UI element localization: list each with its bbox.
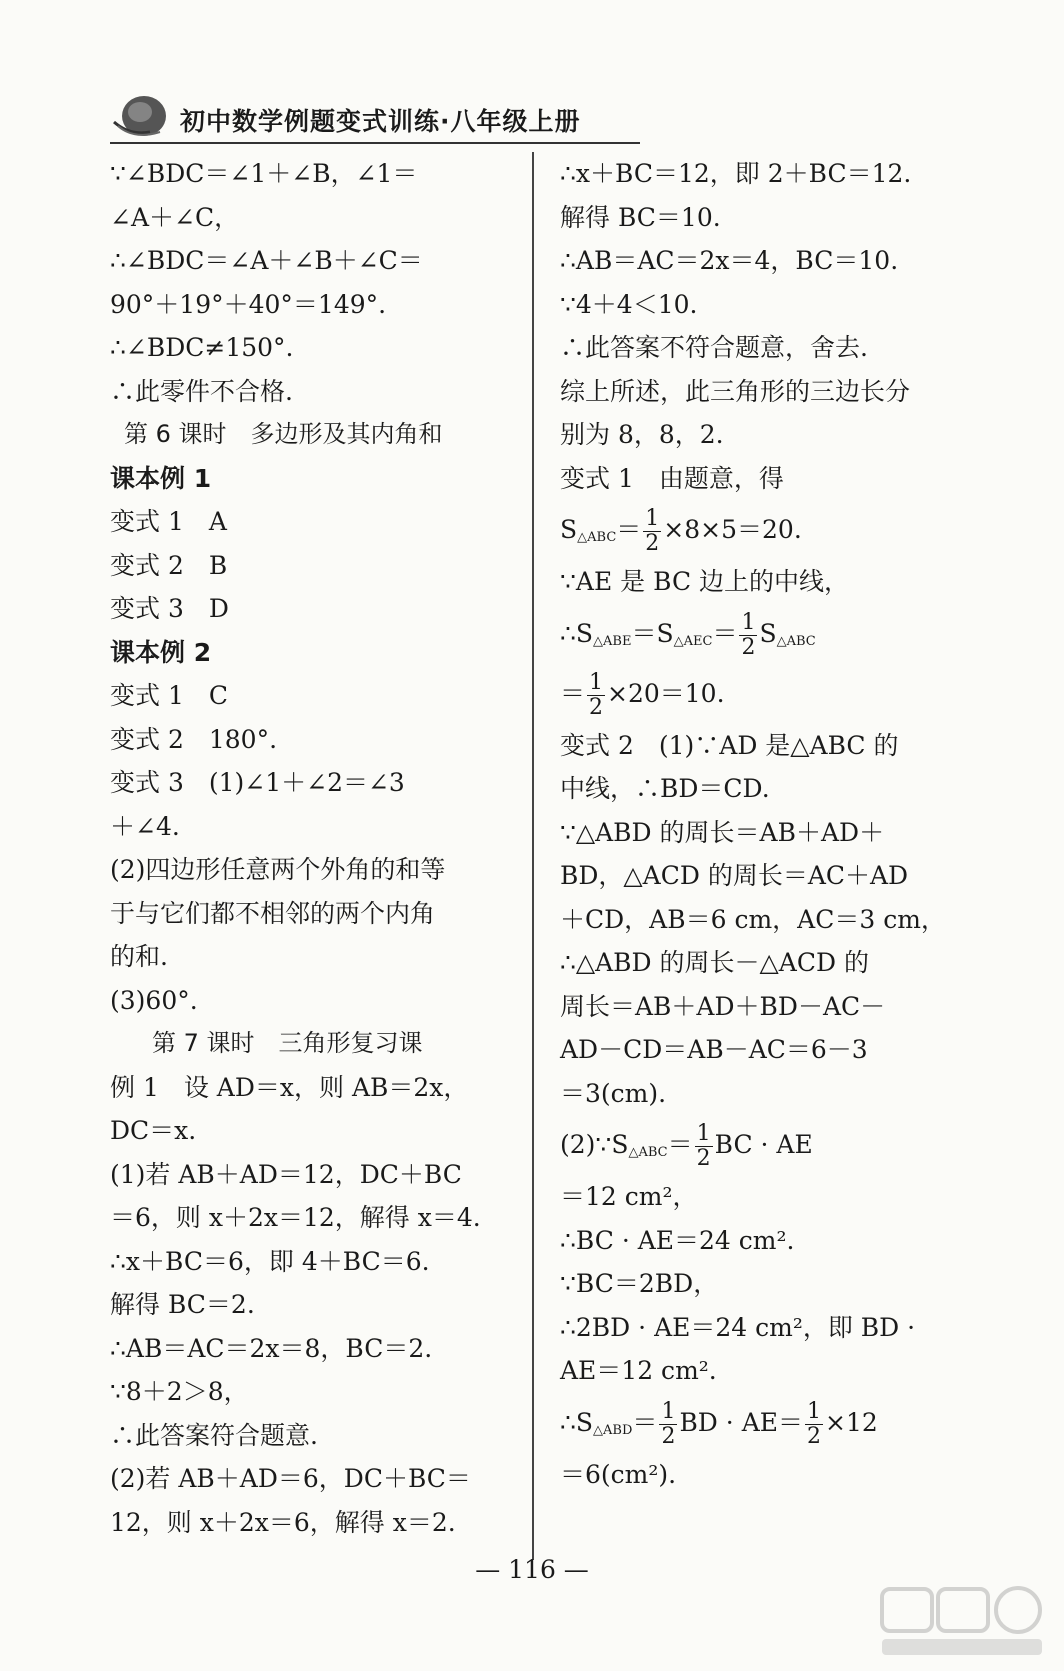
example-label: 课本例 1	[110, 463, 212, 493]
fraction-denominator: 2	[645, 531, 660, 556]
text-line: 90°＋19°＋40°＝149°.	[110, 289, 387, 319]
fraction-numerator: 1	[661, 1398, 676, 1424]
fraction	[805, 1400, 823, 1449]
formula-subscript: △AEC	[673, 633, 713, 649]
fraction	[695, 1122, 713, 1171]
fraction-numerator: 1	[589, 669, 604, 695]
fraction-denominator: 2	[661, 1423, 676, 1449]
fraction-denominator: 2	[741, 634, 756, 660]
text-line: ＋∠4.	[110, 811, 180, 841]
formula-text: ×12	[825, 1407, 878, 1437]
formula-text: ×20＝10.	[607, 678, 725, 708]
fraction-numerator: 1	[807, 1398, 821, 1424]
formula-text: ＝	[616, 515, 642, 544]
fraction-numerator: 1	[741, 609, 756, 635]
example-label: 课本例 2	[110, 637, 212, 667]
text-line: 中线，∴BD＝CD.	[560, 774, 770, 803]
text-line: ＝6(cm²).	[560, 1459, 677, 1489]
right-column	[560, 152, 972, 1496]
text-line: ∴此答案不符合题意，舍去.	[560, 333, 868, 362]
watermark-stamp-icon	[872, 1581, 1052, 1661]
section-heading: 第 6 课时 多边形及其内角和	[124, 420, 443, 448]
text-line: 周长＝AB＋AD＋BD－AC－	[560, 991, 886, 1021]
text-line: DC＝x.	[110, 1116, 197, 1145]
text-line: 例 1 设 AD＝x，则 AB＝2x，	[110, 1072, 469, 1102]
text-line: ∵4＋4＜10.	[560, 289, 698, 319]
text-line: ∴2BD · AE＝24 cm²，即 BD ·	[560, 1312, 916, 1342]
formula-text: BD · AE＝	[679, 1407, 803, 1437]
answer-line: 变式 2 (1)∵AD 是△ABC 的	[560, 730, 899, 760]
book-title: 初中数学例题变式训练·八年级上册	[180, 107, 581, 136]
text-line: (1)若 AB＋AD＝12，DC＋BC	[110, 1159, 462, 1189]
text-line: ∠A＋∠C，	[110, 202, 240, 232]
text-line: ＝3(cm).	[560, 1078, 667, 1108]
text-line: ∴△ABD 的周长－△ACD 的	[560, 948, 869, 977]
answer-line: 变式 1 A	[110, 507, 227, 536]
text-line: (2)若 AB＋AD＝6，DC＋BC＝	[110, 1464, 471, 1493]
text-line: 的和.	[110, 942, 168, 971]
globe-logo-icon	[110, 92, 172, 140]
text-line: ∴x＋BC＝12，即 2＋BC＝12.	[560, 159, 912, 188]
column-divider	[532, 152, 534, 1560]
text-line: ∴AB＝AC＝2x＝4，BC＝10.	[560, 246, 899, 275]
formula-subscript: △ABC	[628, 1145, 668, 1160]
text-line: ＝6，则 x＋2x＝12，解得 x＝4.	[110, 1203, 481, 1232]
area-formula	[560, 1393, 972, 1453]
formula-subscript: △ABC	[776, 633, 816, 649]
text-line: ＋CD，AB＝6 cm，AC＝3 cm，	[560, 904, 946, 934]
formula-text: ∴S	[560, 618, 594, 648]
formula-text: ＝S	[631, 618, 674, 648]
answer-line: 变式 2 B	[110, 550, 228, 580]
formula-text: ＝	[667, 1130, 693, 1159]
text-line: 于与它们都不相邻的两个内角	[110, 898, 436, 928]
text-line: BD，△ACD 的周长＝AC＋AD	[560, 861, 909, 890]
answer-line: 变式 1 C	[110, 681, 228, 710]
answer-line: 变式 3 D	[110, 594, 229, 623]
formula-subscript: △ABE	[593, 633, 632, 649]
fraction-denominator: 2	[696, 1146, 711, 1171]
formula-subscript: △ABC	[577, 530, 617, 545]
area-formula	[560, 500, 972, 560]
text-line: ∵∠BDC＝∠1＋∠B，∠1＝	[110, 159, 418, 188]
page-number: — 116 —	[475, 1555, 589, 1584]
formula-text: S	[759, 618, 777, 648]
formula-text: BC · AE	[714, 1130, 813, 1159]
area-formula	[560, 1115, 972, 1175]
formula-text: (2)∵S	[560, 1130, 629, 1159]
header-rule	[110, 142, 640, 144]
left-column	[110, 152, 522, 1544]
fraction-denominator: 2	[589, 694, 604, 720]
answer-line: 变式 2 180°.	[110, 724, 278, 754]
text-line: 解得 BC＝2.	[110, 1290, 255, 1319]
text-line: ∴BC · AE＝24 cm².	[560, 1225, 795, 1255]
formula-subscript: △ABD	[593, 1422, 633, 1438]
formula-text: S	[560, 515, 578, 544]
text-line: ∴∠BDC＝∠A＋∠B＋∠C＝	[110, 246, 423, 275]
formula-text: ∴S	[560, 1407, 594, 1437]
text-line: ＝12 cm²，	[560, 1182, 698, 1211]
text-line: ∴x＋BC＝6，即 4＋BC＝6.	[110, 1246, 430, 1276]
text-line: ∵8＋2＞8，	[110, 1377, 249, 1406]
formula-text: ×8×5＝20.	[663, 515, 802, 544]
text-line: ∴此答案符合题意.	[110, 1420, 318, 1450]
fraction-denominator: 2	[807, 1423, 821, 1449]
section-heading: 第 7 课时 三角形复习课	[152, 1029, 423, 1057]
formula-text: ＝	[712, 618, 738, 648]
fraction	[587, 671, 605, 720]
text-line: ∴∠BDC≠150°.	[110, 333, 294, 362]
area-formula	[560, 604, 972, 664]
page-header	[110, 92, 630, 146]
fraction	[659, 1400, 677, 1449]
answer-line: 变式 1 由题意，得	[560, 463, 784, 493]
text-line: ∵AE 是 BC 边上的中线，	[560, 567, 850, 596]
text-line: ∵△ABD 的周长＝AB＋AD＋	[560, 817, 885, 847]
text-line: ∴AB＝AC＝2x＝8，BC＝2.	[110, 1333, 433, 1363]
fraction	[739, 611, 757, 660]
formula-text: ＝	[560, 678, 586, 708]
fraction	[643, 507, 661, 556]
area-formula	[560, 664, 972, 724]
text-line: AE＝12 cm².	[560, 1356, 717, 1385]
fraction-numerator: 1	[645, 506, 660, 531]
answer-line: 变式 3 (1)∠1＋∠2＝∠3	[110, 768, 405, 797]
text-line: 解得 BC＝10.	[560, 202, 721, 232]
text-line: AD－CD＝AB－AC＝6－3	[560, 1035, 868, 1064]
text-line: (3)60°.	[110, 985, 198, 1015]
text-line: 12，则 x＋2x＝6，解得 x＝2.	[110, 1507, 456, 1537]
text-line: 别为 8，8，2.	[560, 420, 724, 449]
text-line: (2)四边形任意两个外角的和等	[110, 855, 446, 884]
text-line: ∵BC＝2BD，	[560, 1269, 719, 1298]
formula-text: ＝	[632, 1407, 658, 1437]
text-line: ∴此零件不合格.	[110, 376, 293, 406]
fraction-numerator: 1	[696, 1121, 711, 1146]
text-line: 综上所述，此三角形的三边长分	[560, 376, 911, 406]
